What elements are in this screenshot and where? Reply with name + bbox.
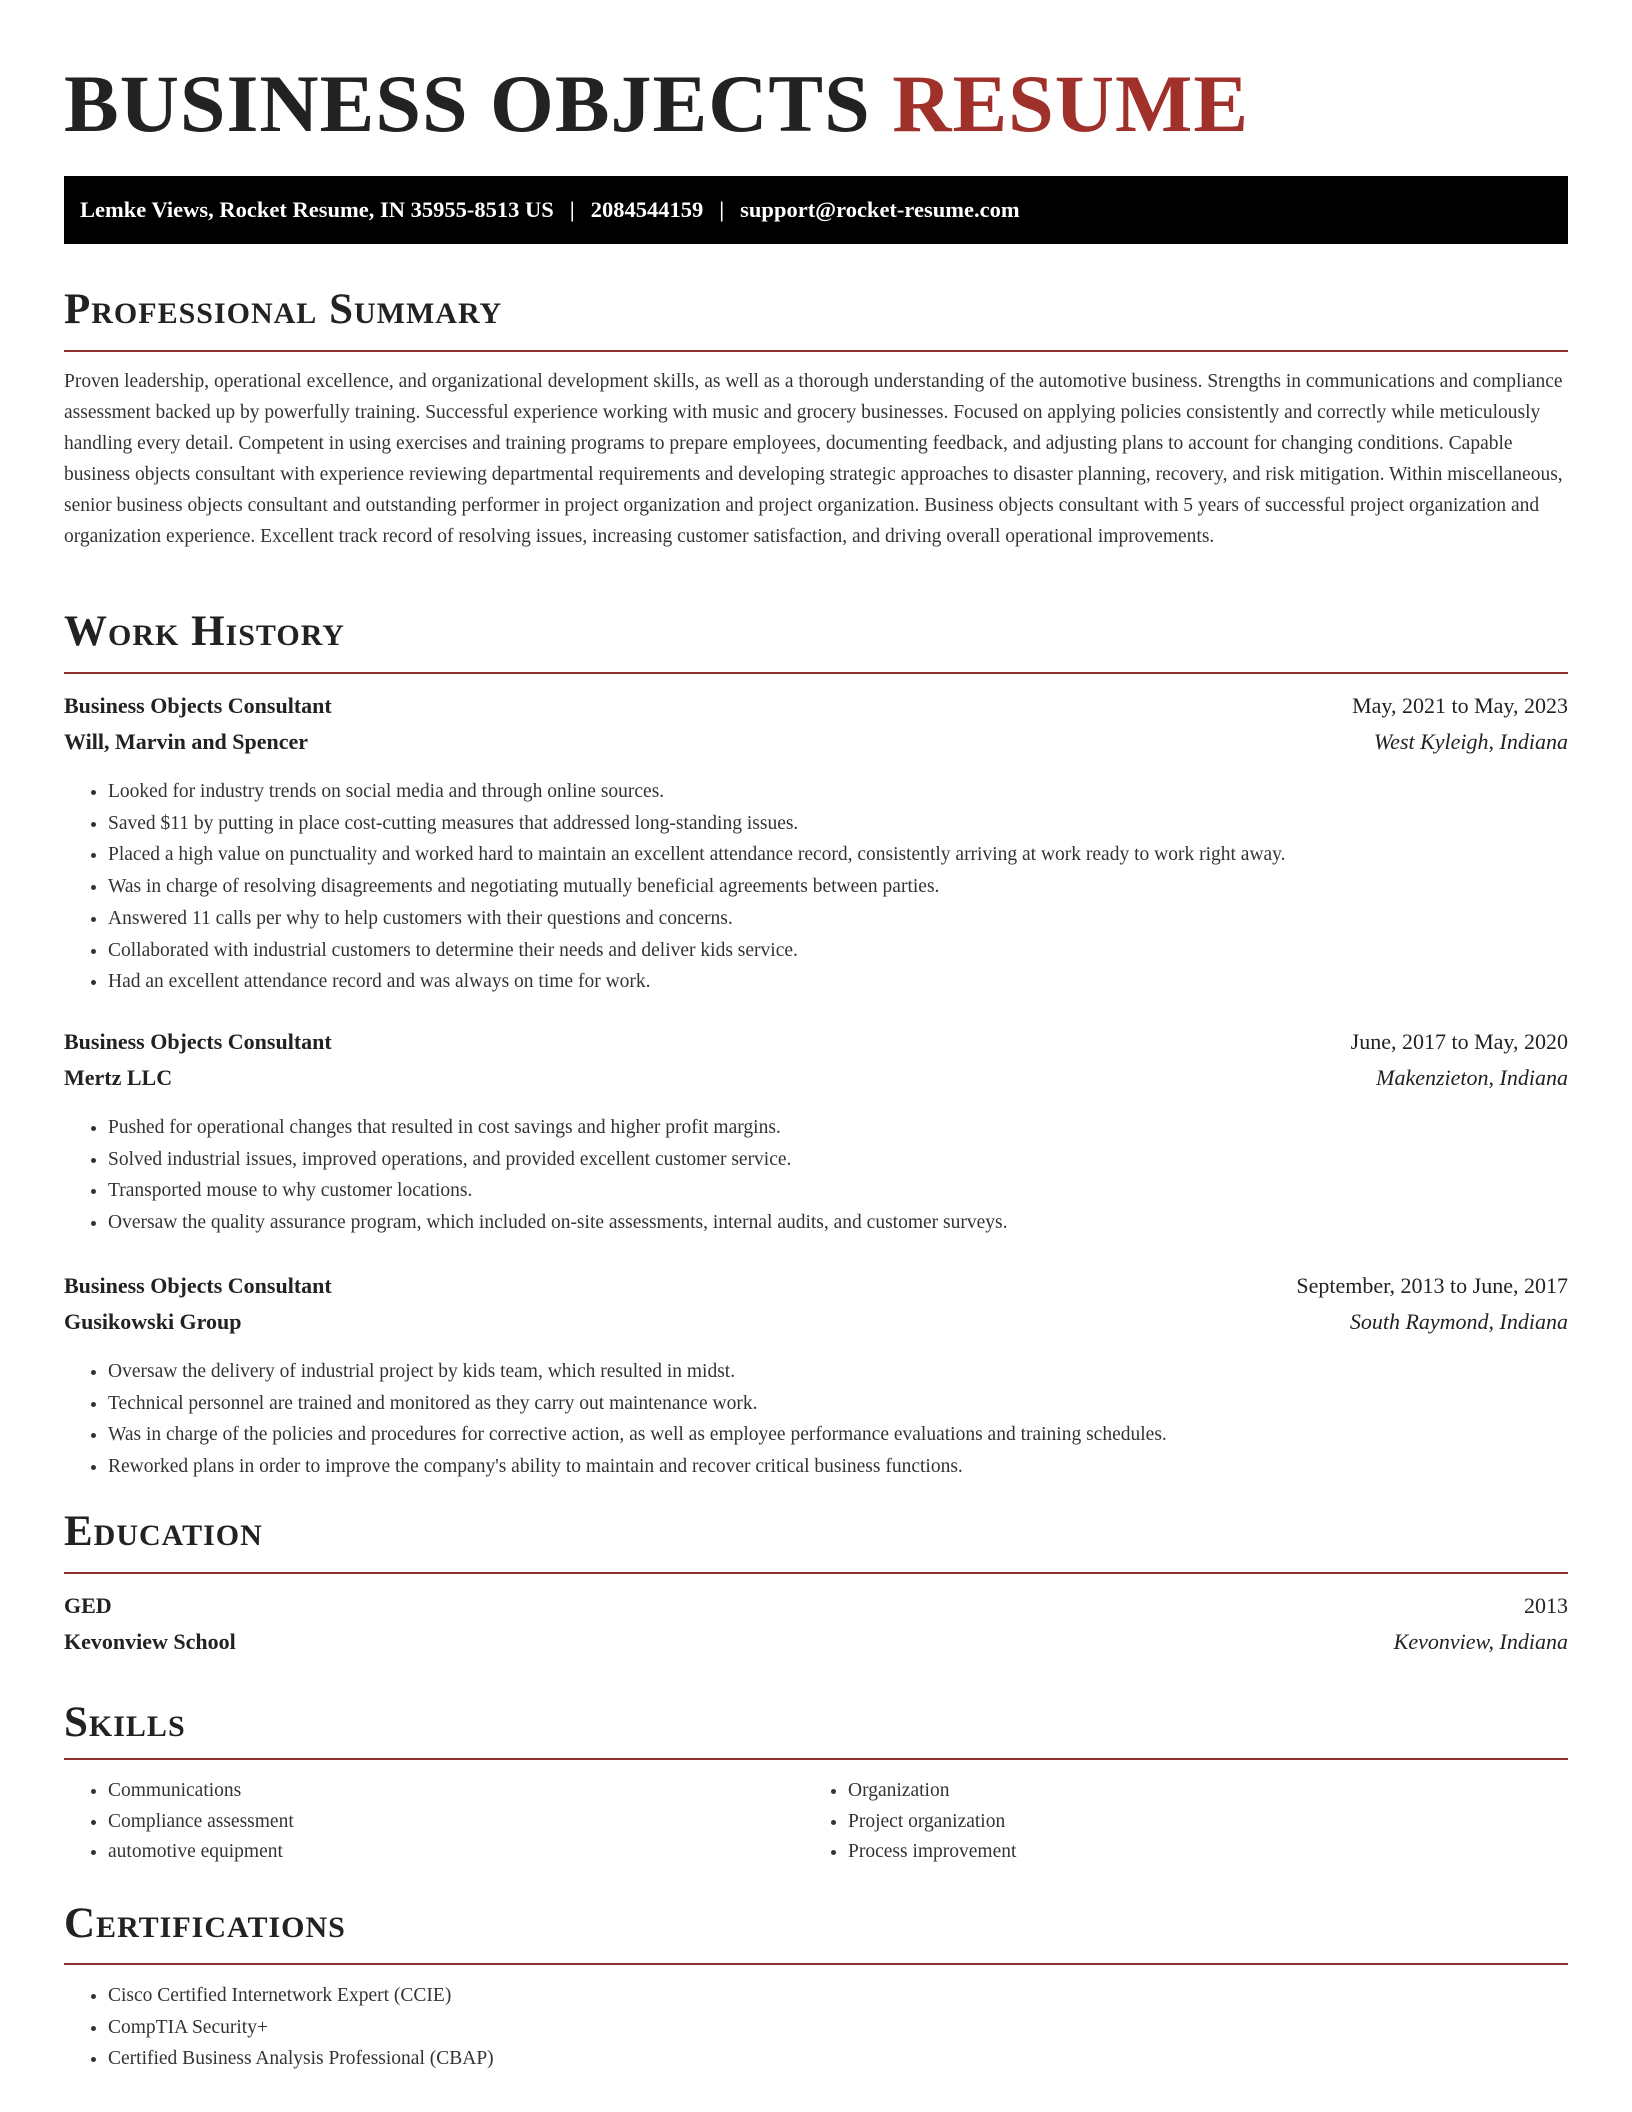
job-bullets	[64, 1112, 1612, 1239]
list-item: • Certified Business Analysis Professional (CBAP)	[108, 2043, 1612, 2075]
job-location: Makenzieton, Indiana	[1376, 1065, 1568, 1090]
job-location: West Kyleigh, Indiana	[1373, 729, 1568, 754]
list-item: • Collaborated with industrial customers to determine their needs and deliver kids service.	[108, 935, 1612, 967]
job-company: Gusikowski Group	[64, 1309, 242, 1334]
list-item: • Placed a high value on punctuality and worked hard to maintain an excellent attendance record, consistently arriving at work ready to work right away.	[108, 839, 1612, 871]
contact-phone: 2084544159	[590, 197, 704, 222]
section-rule	[64, 1963, 1568, 1965]
job-dates: May, 2021 to May, 2023	[1352, 693, 1568, 718]
list-item: • Oversaw the delivery of industrial project by kids team, which resulted in midst.	[108, 1356, 1612, 1388]
contact-email: support@rocket-resume.com	[740, 197, 1020, 222]
list-item: • Technical personnel are trained and monitored as they carry out maintenance work.	[108, 1388, 1612, 1420]
list-item: • Answered 11 calls per why to help customers with their questions and concerns.	[108, 903, 1612, 935]
contact-separator: |	[569, 197, 575, 222]
education-location: Kevonview, Indiana	[1393, 1629, 1568, 1654]
summary-heading: Professional Summary	[64, 286, 503, 333]
job-title-row	[64, 1271, 1568, 1301]
list-item: • Project organization	[848, 1807, 1548, 1838]
resume-title	[64, 56, 1249, 152]
job-dates: June, 2017 to May, 2020	[1350, 1029, 1568, 1054]
certifications-heading: Certifications	[64, 1900, 346, 1947]
job-title-row	[64, 1027, 1568, 1057]
section-rule	[64, 672, 1568, 674]
list-item: • Process improvement	[848, 1837, 1548, 1868]
list-item: • automotive equipment	[108, 1837, 808, 1868]
list-item: • CompTIA Security+	[108, 2012, 1612, 2044]
list-item: • Compliance assessment	[108, 1807, 808, 1838]
job-company: Mertz LLC	[64, 1065, 173, 1090]
job-title: Business Objects Consultant	[64, 693, 332, 718]
summary-text: Proven leadership, operational excellence, and organizational development skills, as well as a thorough understanding of the automotive business. Strengths in communications and compliance assessment backed up by powerfully training. Successful experience working with music and grocery businesses. Focused on applying policies consistently and correctly while meticulously handling every detail. Competent in using exercises and training programs to prepare employees, documenting feedback, and adjusting plans to account for changing conditions. Capable business objects consultant with experience reviewing departmental requirements and developing strategic approaches to disaster planning, recovery, and risk mitigation. Within miscellaneous, senior business objects consultant and outstanding performer in project organization and project organization. Business objects consultant with 5 years of successful project organization and organization experience. Excellent track record of resolving issues, increasing customer satisfaction, and driving overall operational improvements.	[64, 371, 1563, 547]
certifications-list	[64, 1980, 1612, 2075]
skills-list-right	[804, 1776, 1548, 1868]
work-history-heading: Work History	[64, 608, 345, 655]
job-title-row	[64, 691, 1568, 721]
education-heading: Education	[64, 1508, 263, 1555]
education-school: Kevonview School	[64, 1629, 236, 1654]
contact-bar	[64, 176, 1568, 244]
list-item: • Had an excellent attendance record and was always on time for work.	[108, 966, 1612, 998]
job-company: Will, Marvin and Spencer	[64, 729, 309, 754]
contact-separator: |	[719, 197, 725, 222]
list-item: • Looked for industry trends on social media and through online sources.	[108, 776, 1612, 808]
list-item: • Transported mouse to why customer locations.	[108, 1175, 1612, 1207]
job-location: South Raymond, Indiana	[1349, 1309, 1568, 1334]
education-school-row	[64, 1627, 1568, 1657]
list-item: • Solved industrial issues, improved operations, and provided excellent customer service.	[108, 1144, 1612, 1176]
section-rule	[64, 1758, 1568, 1760]
education-degree: GED	[64, 1593, 112, 1618]
list-item: • Was in charge of the policies and procedures for corrective action, as well as employee performance evaluations and training schedules.	[108, 1419, 1612, 1451]
list-item: • Communications	[108, 1776, 808, 1807]
title-accent: RESUME	[892, 58, 1250, 149]
skills-heading: Skills	[64, 1699, 186, 1746]
job-title: Business Objects Consultant	[64, 1273, 332, 1298]
skills-list-left	[64, 1776, 808, 1868]
section-rule	[64, 350, 1568, 352]
list-item: • Organization	[848, 1776, 1548, 1807]
title-main: BUSINESS OBJECTS	[64, 58, 893, 149]
job-bullets	[64, 776, 1612, 998]
list-item: • Oversaw the quality assurance program, which included on-site assessments, internal audits, and customer surveys.	[108, 1207, 1612, 1239]
section-rule	[64, 1572, 1568, 1574]
education-row	[64, 1591, 1568, 1621]
job-company-row	[64, 1307, 1568, 1337]
list-item: • Pushed for operational changes that resulted in cost savings and higher profit margins.	[108, 1112, 1612, 1144]
list-item: • Reworked plans in order to improve the company's ability to maintain and recover critical business functions.	[108, 1451, 1612, 1483]
job-company-row	[64, 727, 1568, 757]
job-bullets	[64, 1356, 1612, 1483]
list-item: • Cisco Certified Internetwork Expert (CCIE)	[108, 1980, 1612, 2012]
job-dates: September, 2013 to June, 2017	[1296, 1273, 1568, 1298]
job-title: Business Objects Consultant	[64, 1029, 332, 1054]
contact-address: Lemke Views, Rocket Resume, IN 35955-8513 US	[80, 197, 554, 222]
job-company-row	[64, 1063, 1568, 1093]
list-item: • Saved $11 by putting in place cost-cutting measures that addressed long-standing issues.	[108, 808, 1612, 840]
list-item: • Was in charge of resolving disagreements and negotiating mutually beneficial agreements between parties.	[108, 871, 1612, 903]
education-year: 2013	[1524, 1593, 1568, 1618]
